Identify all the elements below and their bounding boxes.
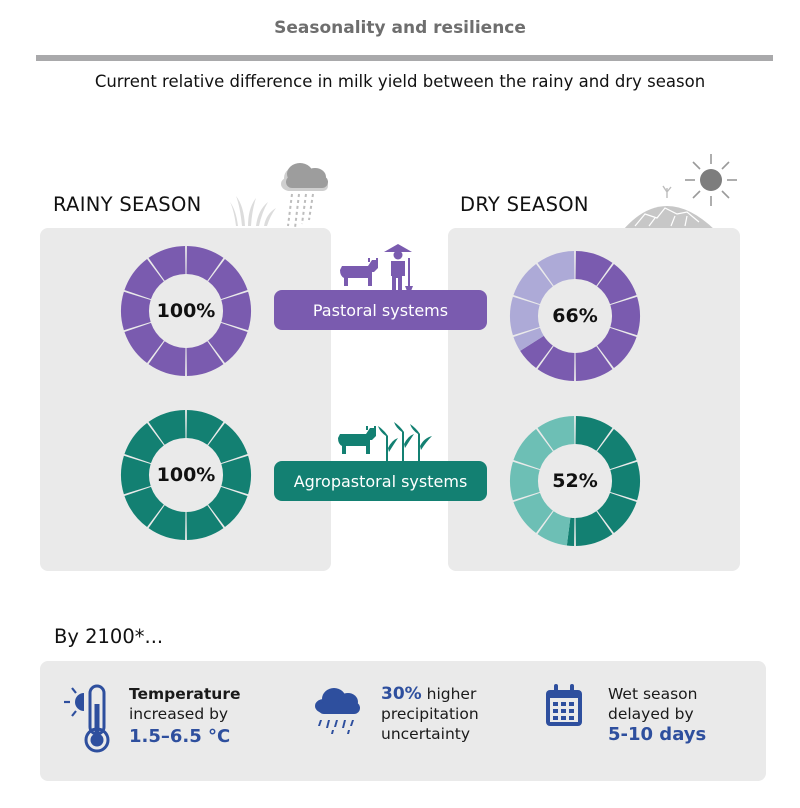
precipitation-fact: [381, 684, 479, 744]
sun-icon: [615, 152, 745, 232]
temperature-line2: increased by: [129, 705, 229, 723]
temperature-fact: [129, 684, 241, 747]
projection-heading: By 2100*...: [54, 625, 164, 648]
wet-season-line2: delayed by: [608, 705, 694, 723]
donut-pastoral-rainy: [121, 246, 251, 376]
donut-segment: [510, 462, 540, 500]
precipitation-value: 30%: [381, 684, 422, 704]
donut-segment: [121, 456, 151, 494]
precipitation-line2: precipitation: [381, 705, 479, 723]
rain-cloud-blue-icon: [310, 684, 366, 736]
donut-segment: [510, 297, 540, 335]
header-divider: [36, 55, 773, 61]
rainy-season-label: RAINY SEASON: [53, 193, 202, 216]
temperature-title: Temperature: [129, 685, 241, 703]
donut-agropastoral-rainy: [121, 410, 251, 540]
thermometer-icon: [62, 684, 118, 754]
precipitation-line3: uncertainty: [381, 725, 471, 743]
rain-cloud-icon: [226, 158, 336, 230]
calendar-icon: [544, 684, 584, 728]
donut-label-agropastoral-dry: 52%: [552, 470, 598, 492]
donut-segment: [121, 292, 151, 330]
precipitation-line1-rest: higher: [421, 685, 477, 703]
donut-segment: [610, 297, 640, 335]
donut-label-pastoral-dry: 66%: [552, 305, 598, 327]
wet-season-fact: [608, 684, 706, 745]
donut-segment: [221, 456, 251, 494]
chart-subtitle: Current relative difference in milk yield between the rainy and dry season: [94, 72, 706, 91]
agropastoral-systems-label: Agropastoral systems: [274, 461, 487, 501]
wet-season-value: 5-10 days: [608, 724, 707, 745]
temperature-value: 1.5–6.5 °C: [129, 726, 231, 747]
wet-season-line1: Wet season: [608, 685, 698, 703]
donut-pastoral-dry: [510, 251, 640, 381]
donut-label-pastoral-rainy: 100%: [156, 300, 216, 322]
dry-season-label: DRY SEASON: [460, 193, 589, 216]
donut-label-agropastoral-rainy: 100%: [156, 464, 216, 486]
pastoral-systems-label: Pastoral systems: [274, 290, 487, 330]
donut-agropastoral-dry: [510, 416, 640, 546]
herder-cow-icon: [338, 238, 422, 292]
donut-segment: [221, 292, 251, 330]
cow-crops-icon: [336, 420, 440, 466]
donut-segment: [610, 462, 640, 500]
header-title: Seasonality and resilience: [274, 18, 526, 38]
